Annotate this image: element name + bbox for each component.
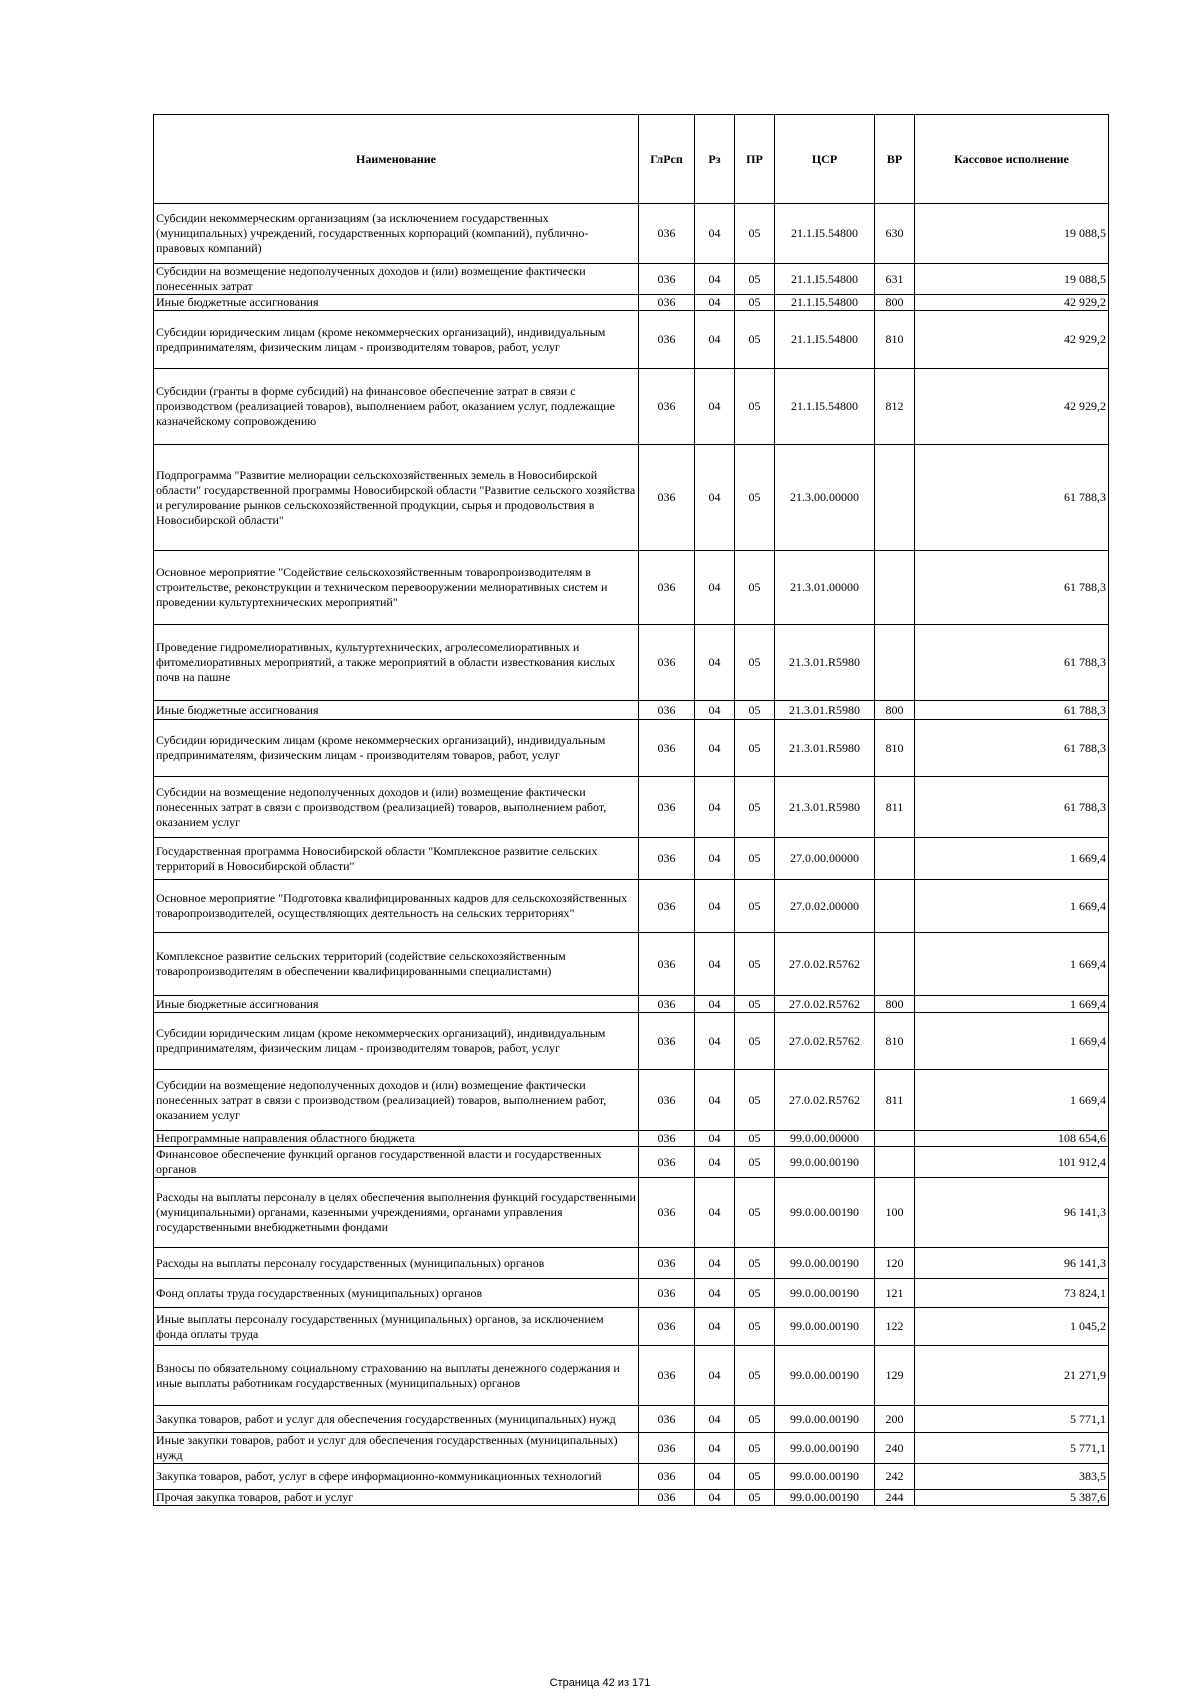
cell-name: Закупка товаров, работ и услуг для обеспечения государственных (муниципальных) нужд [154,1406,639,1433]
table-row [154,701,1109,720]
table-row [154,625,1109,701]
cell-name: Иные закупки товаров, работ и услуг для обеспечения государственных (муниципальных) нужд [154,1433,639,1464]
cell-rz: 04 [695,1346,735,1406]
cell-vr: 810 [875,311,915,369]
cell-name: Государственная программа Новосибирской области "Комплексное развитие сельских территорий в Новосибирской области" [154,838,639,880]
cell-glrsp: 036 [639,204,695,264]
cell-vr: 811 [875,1070,915,1131]
cell-pr: 05 [735,720,775,777]
cell-glrsp: 036 [639,1279,695,1308]
table-row [154,445,1109,551]
cell-rz: 04 [695,1070,735,1131]
cell-pr: 05 [735,1346,775,1406]
table-row [154,1147,1109,1178]
cell-pr: 05 [735,1178,775,1248]
cell-vr [875,880,915,933]
cell-pr: 05 [735,1464,775,1490]
cell-pr: 05 [735,880,775,933]
cell-rz: 04 [695,1406,735,1433]
cell-vr: 811 [875,777,915,838]
budget-table [153,114,1109,1506]
cell-rz: 04 [695,295,735,311]
cell-pr: 05 [735,204,775,264]
cell-amount: 5 771,1 [915,1433,1109,1464]
cell-name: Расходы на выплаты персоналу в целях обеспечения выполнения функций государственными (муниципальными) органами, казенными учреждениями, органами управления государственными внебюджетными фондами [154,1178,639,1248]
cell-glrsp: 036 [639,551,695,625]
cell-vr [875,1131,915,1147]
cell-csr: 21.1.I5.54800 [775,311,875,369]
cell-rz: 04 [695,880,735,933]
cell-glrsp: 036 [639,625,695,701]
cell-name: Взносы по обязательному социальному страхованию на выплаты денежного содержания и иные выплаты работникам государственных (муниципальных) органов [154,1346,639,1406]
cell-name: Субсидии юридическим лицам (кроме некоммерческих организаций), индивидуальным предпринимателям, физическим лицам - производителям товаров, работ, услуг [154,311,639,369]
cell-glrsp: 036 [639,295,695,311]
cell-amount: 108 654,6 [915,1131,1109,1147]
table-row [154,1406,1109,1433]
cell-vr: 810 [875,720,915,777]
cell-name: Субсидии некоммерческим организациям (за исключением государственных (муниципальных) учреждений, государственных корпораций (компаний), публично-правовых компаний) [154,204,639,264]
cell-csr: 21.1.I5.54800 [775,204,875,264]
cell-rz: 04 [695,625,735,701]
cell-glrsp: 036 [639,264,695,295]
cell-vr: 100 [875,1178,915,1248]
cell-vr: 242 [875,1464,915,1490]
cell-amount: 1 045,2 [915,1308,1109,1346]
cell-pr: 05 [735,264,775,295]
cell-amount: 5 771,1 [915,1406,1109,1433]
table-row [154,1433,1109,1464]
cell-pr: 05 [735,445,775,551]
cell-amount: 61 788,3 [915,625,1109,701]
cell-pr: 05 [735,1131,775,1147]
cell-csr: 99.0.00.00190 [775,1248,875,1279]
cell-pr: 05 [735,1248,775,1279]
cell-csr: 27.0.02.00000 [775,880,875,933]
cell-amount: 61 788,3 [915,701,1109,720]
cell-amount: 1 669,4 [915,880,1109,933]
cell-amount: 101 912,4 [915,1147,1109,1178]
cell-vr: 800 [875,295,915,311]
cell-amount: 5 387,6 [915,1490,1109,1506]
table-row [154,551,1109,625]
cell-name: Прочая закупка товаров, работ и услуг [154,1490,639,1506]
col-header-pr: ПР [735,115,775,204]
cell-glrsp: 036 [639,996,695,1013]
cell-csr: 99.0.00.00190 [775,1147,875,1178]
cell-csr: 27.0.02.R5762 [775,996,875,1013]
cell-pr: 05 [735,1279,775,1308]
cell-rz: 04 [695,1433,735,1464]
table-row [154,311,1109,369]
cell-glrsp: 036 [639,1178,695,1248]
cell-pr: 05 [735,1147,775,1178]
cell-glrsp: 036 [639,1070,695,1131]
cell-vr: 120 [875,1248,915,1279]
cell-glrsp: 036 [639,777,695,838]
table-row [154,1070,1109,1131]
cell-name: Непрограммные направления областного бюджета [154,1131,639,1147]
cell-glrsp: 036 [639,311,695,369]
cell-pr: 05 [735,369,775,445]
cell-pr: 05 [735,1406,775,1433]
col-header-name: Наименование [154,115,639,204]
cell-vr: 240 [875,1433,915,1464]
table-row [154,1346,1109,1406]
table-row [154,880,1109,933]
table-row [154,933,1109,996]
col-header-rz: Рз [695,115,735,204]
cell-rz: 04 [695,933,735,996]
cell-pr: 05 [735,551,775,625]
cell-glrsp: 036 [639,1464,695,1490]
cell-vr: 631 [875,264,915,295]
cell-rz: 04 [695,1464,735,1490]
table-row [154,838,1109,880]
cell-glrsp: 036 [639,1346,695,1406]
cell-vr [875,933,915,996]
table-row [154,1013,1109,1070]
cell-name: Субсидии юридическим лицам (кроме некоммерческих организаций), индивидуальным предпринимателям, физическим лицам - производителям товаров, работ, услуг [154,720,639,777]
cell-name: Основное мероприятие "Подготовка квалифицированных кадров для сельскохозяйственных товаропроизводителей, осуществляющих деятельность на сельских территориях" [154,880,639,933]
table-row [154,1279,1109,1308]
cell-glrsp: 036 [639,1131,695,1147]
cell-glrsp: 036 [639,838,695,880]
cell-csr: 21.1.I5.54800 [775,264,875,295]
cell-amount: 1 669,4 [915,933,1109,996]
cell-csr: 21.1.I5.54800 [775,369,875,445]
cell-amount: 42 929,2 [915,369,1109,445]
cell-rz: 04 [695,1308,735,1346]
cell-amount: 42 929,2 [915,295,1109,311]
cell-csr: 21.1.I5.54800 [775,295,875,311]
cell-amount: 1 669,4 [915,1070,1109,1131]
cell-csr: 99.0.00.00190 [775,1464,875,1490]
cell-pr: 05 [735,311,775,369]
cell-amount: 1 669,4 [915,996,1109,1013]
table-body [154,204,1109,1506]
cell-rz: 04 [695,838,735,880]
cell-glrsp: 036 [639,701,695,720]
cell-name: Иные бюджетные ассигнования [154,701,639,720]
cell-name: Проведение гидромелиоративных, культуртехнических, агролесомелиоративных и фитомелиоративных мероприятий, а также мероприятий в области известкования кислых почв на пашне [154,625,639,701]
table-row [154,369,1109,445]
cell-pr: 05 [735,777,775,838]
cell-csr: 21.3.01.R5980 [775,701,875,720]
cell-vr: 244 [875,1490,915,1506]
table-row [154,777,1109,838]
cell-vr [875,1147,915,1178]
cell-rz: 04 [695,445,735,551]
cell-csr: 27.0.00.00000 [775,838,875,880]
table-row [154,1308,1109,1346]
cell-rz: 04 [695,1279,735,1308]
cell-amount: 383,5 [915,1464,1109,1490]
cell-name: Субсидии на возмещение недополученных доходов и (или) возмещение фактически понесенных затрат в связи с производством (реализацией) товаров, выполнением работ, оказанием услуг [154,777,639,838]
cell-rz: 04 [695,311,735,369]
cell-vr [875,551,915,625]
cell-amount: 42 929,2 [915,311,1109,369]
table-row [154,204,1109,264]
cell-csr: 99.0.00.00190 [775,1433,875,1464]
cell-rz: 04 [695,1013,735,1070]
cell-glrsp: 036 [639,369,695,445]
cell-vr: 630 [875,204,915,264]
cell-csr: 99.0.00.00190 [775,1279,875,1308]
cell-glrsp: 036 [639,1248,695,1279]
cell-vr: 800 [875,701,915,720]
cell-amount: 19 088,5 [915,264,1109,295]
cell-glrsp: 036 [639,1406,695,1433]
table-row [154,1490,1109,1506]
table-row [154,996,1109,1013]
table-row [154,720,1109,777]
cell-csr: 27.0.02.R5762 [775,933,875,996]
cell-name: Иные бюджетные ассигнования [154,295,639,311]
cell-glrsp: 036 [639,720,695,777]
cell-pr: 05 [735,933,775,996]
cell-rz: 04 [695,204,735,264]
cell-csr: 21.3.01.00000 [775,551,875,625]
col-header-glrsp: ГлРсп [639,115,695,204]
cell-pr: 05 [735,1433,775,1464]
cell-csr: 99.0.00.00190 [775,1346,875,1406]
cell-rz: 04 [695,996,735,1013]
cell-amount: 1 669,4 [915,1013,1109,1070]
cell-name: Подпрограмма "Развитие мелиорации сельскохозяйственных земель в Новосибирской области" государственной программы Новосибирской области "Развитие сельского хозяйства и регулирование рынков сельскохозяйственной продукции, сырья и продовольствия в Новосибирской области" [154,445,639,551]
cell-pr: 05 [735,1308,775,1346]
cell-name: Комплексное развитие сельских территорий (содействие сельскохозяйственным товаропроизводителям в обеспечении квалифицированными специалистами) [154,933,639,996]
cell-glrsp: 036 [639,933,695,996]
cell-name: Основное мероприятие "Содействие сельскохозяйственным товаропроизводителям в строительстве, реконструкции и техническом перевооружении мелиоративных систем и проведении культуртехнических мероприятий" [154,551,639,625]
cell-name: Иные выплаты персоналу государственных (муниципальных) органов, за исключением фонда оплаты труда [154,1308,639,1346]
cell-pr: 05 [735,838,775,880]
cell-rz: 04 [695,1178,735,1248]
cell-rz: 04 [695,701,735,720]
cell-csr: 27.0.02.R5762 [775,1013,875,1070]
cell-rz: 04 [695,1248,735,1279]
cell-amount: 61 788,3 [915,551,1109,625]
cell-csr: 21.3.01.R5980 [775,720,875,777]
cell-csr: 21.3.01.R5980 [775,625,875,701]
cell-amount: 73 824,1 [915,1279,1109,1308]
cell-glrsp: 036 [639,1490,695,1506]
cell-name: Субсидии на возмещение недополученных доходов и (или) возмещение фактически понесенных затрат в связи с производством (реализацией) товаров, выполнением работ, оказанием услуг [154,1070,639,1131]
cell-vr: 810 [875,1013,915,1070]
table-row [154,1178,1109,1248]
cell-rz: 04 [695,264,735,295]
cell-glrsp: 036 [639,1013,695,1070]
cell-vr [875,625,915,701]
cell-vr [875,445,915,551]
cell-pr: 05 [735,996,775,1013]
cell-csr: 99.0.00.00190 [775,1406,875,1433]
cell-csr: 99.0.00.00000 [775,1131,875,1147]
cell-pr: 05 [735,701,775,720]
col-header-amount: Кассовое исполнение [915,115,1109,204]
cell-name: Расходы на выплаты персоналу государственных (муниципальных) органов [154,1248,639,1279]
cell-amount: 96 141,3 [915,1248,1109,1279]
cell-name: Субсидии юридическим лицам (кроме некоммерческих организаций), индивидуальным предпринимателям, физическим лицам - производителям товаров, работ, услуг [154,1013,639,1070]
col-header-vr: ВР [875,115,915,204]
cell-glrsp: 036 [639,1433,695,1464]
table-row [154,295,1109,311]
cell-amount: 21 271,9 [915,1346,1109,1406]
cell-vr: 200 [875,1406,915,1433]
cell-pr: 05 [735,1013,775,1070]
cell-rz: 04 [695,1490,735,1506]
cell-amount: 1 669,4 [915,838,1109,880]
table-row [154,1131,1109,1147]
cell-vr: 129 [875,1346,915,1406]
cell-name: Финансовое обеспечение функций органов государственной власти и государственных органов [154,1147,639,1178]
cell-glrsp: 036 [639,1147,695,1178]
cell-vr: 812 [875,369,915,445]
table-row [154,264,1109,295]
header-row [154,115,1109,204]
cell-name: Закупка товаров, работ, услуг в сфере информационно-коммуникационных технологий [154,1464,639,1490]
table-row [154,1248,1109,1279]
cell-name: Субсидии на возмещение недополученных доходов и (или) возмещение фактически понесенных затрат [154,264,639,295]
cell-amount: 19 088,5 [915,204,1109,264]
cell-name: Субсидии (гранты в форме субсидий) на финансовое обеспечение затрат в связи с производством (реализацией товаров), выполнением работ, оказанием услуг, подлежащие казначейскому сопровождению [154,369,639,445]
cell-rz: 04 [695,1147,735,1178]
cell-vr: 121 [875,1279,915,1308]
cell-pr: 05 [735,295,775,311]
cell-csr: 21.3.01.R5980 [775,777,875,838]
cell-glrsp: 036 [639,445,695,551]
cell-csr: 27.0.02.R5762 [775,1070,875,1131]
cell-amount: 96 141,3 [915,1178,1109,1248]
col-header-csr: ЦСР [775,115,875,204]
cell-csr: 21.3.00.00000 [775,445,875,551]
cell-amount: 61 788,3 [915,720,1109,777]
cell-rz: 04 [695,777,735,838]
page-footer: Страница 42 из 171 [549,1677,651,1689]
cell-csr: 99.0.00.00190 [775,1178,875,1248]
cell-rz: 04 [695,369,735,445]
cell-amount: 61 788,3 [915,445,1109,551]
cell-vr: 800 [875,996,915,1013]
cell-name: Иные бюджетные ассигнования [154,996,639,1013]
table-row [154,1464,1109,1490]
cell-glrsp: 036 [639,880,695,933]
cell-csr: 99.0.00.00190 [775,1490,875,1506]
cell-vr [875,838,915,880]
cell-pr: 05 [735,625,775,701]
cell-pr: 05 [735,1490,775,1506]
cell-pr: 05 [735,1070,775,1131]
cell-rz: 04 [695,1131,735,1147]
cell-name: Фонд оплаты труда государственных (муниципальных) органов [154,1279,639,1308]
cell-rz: 04 [695,551,735,625]
cell-csr: 99.0.00.00190 [775,1308,875,1346]
cell-vr: 122 [875,1308,915,1346]
cell-rz: 04 [695,720,735,777]
cell-glrsp: 036 [639,1308,695,1346]
cell-amount: 61 788,3 [915,777,1109,838]
